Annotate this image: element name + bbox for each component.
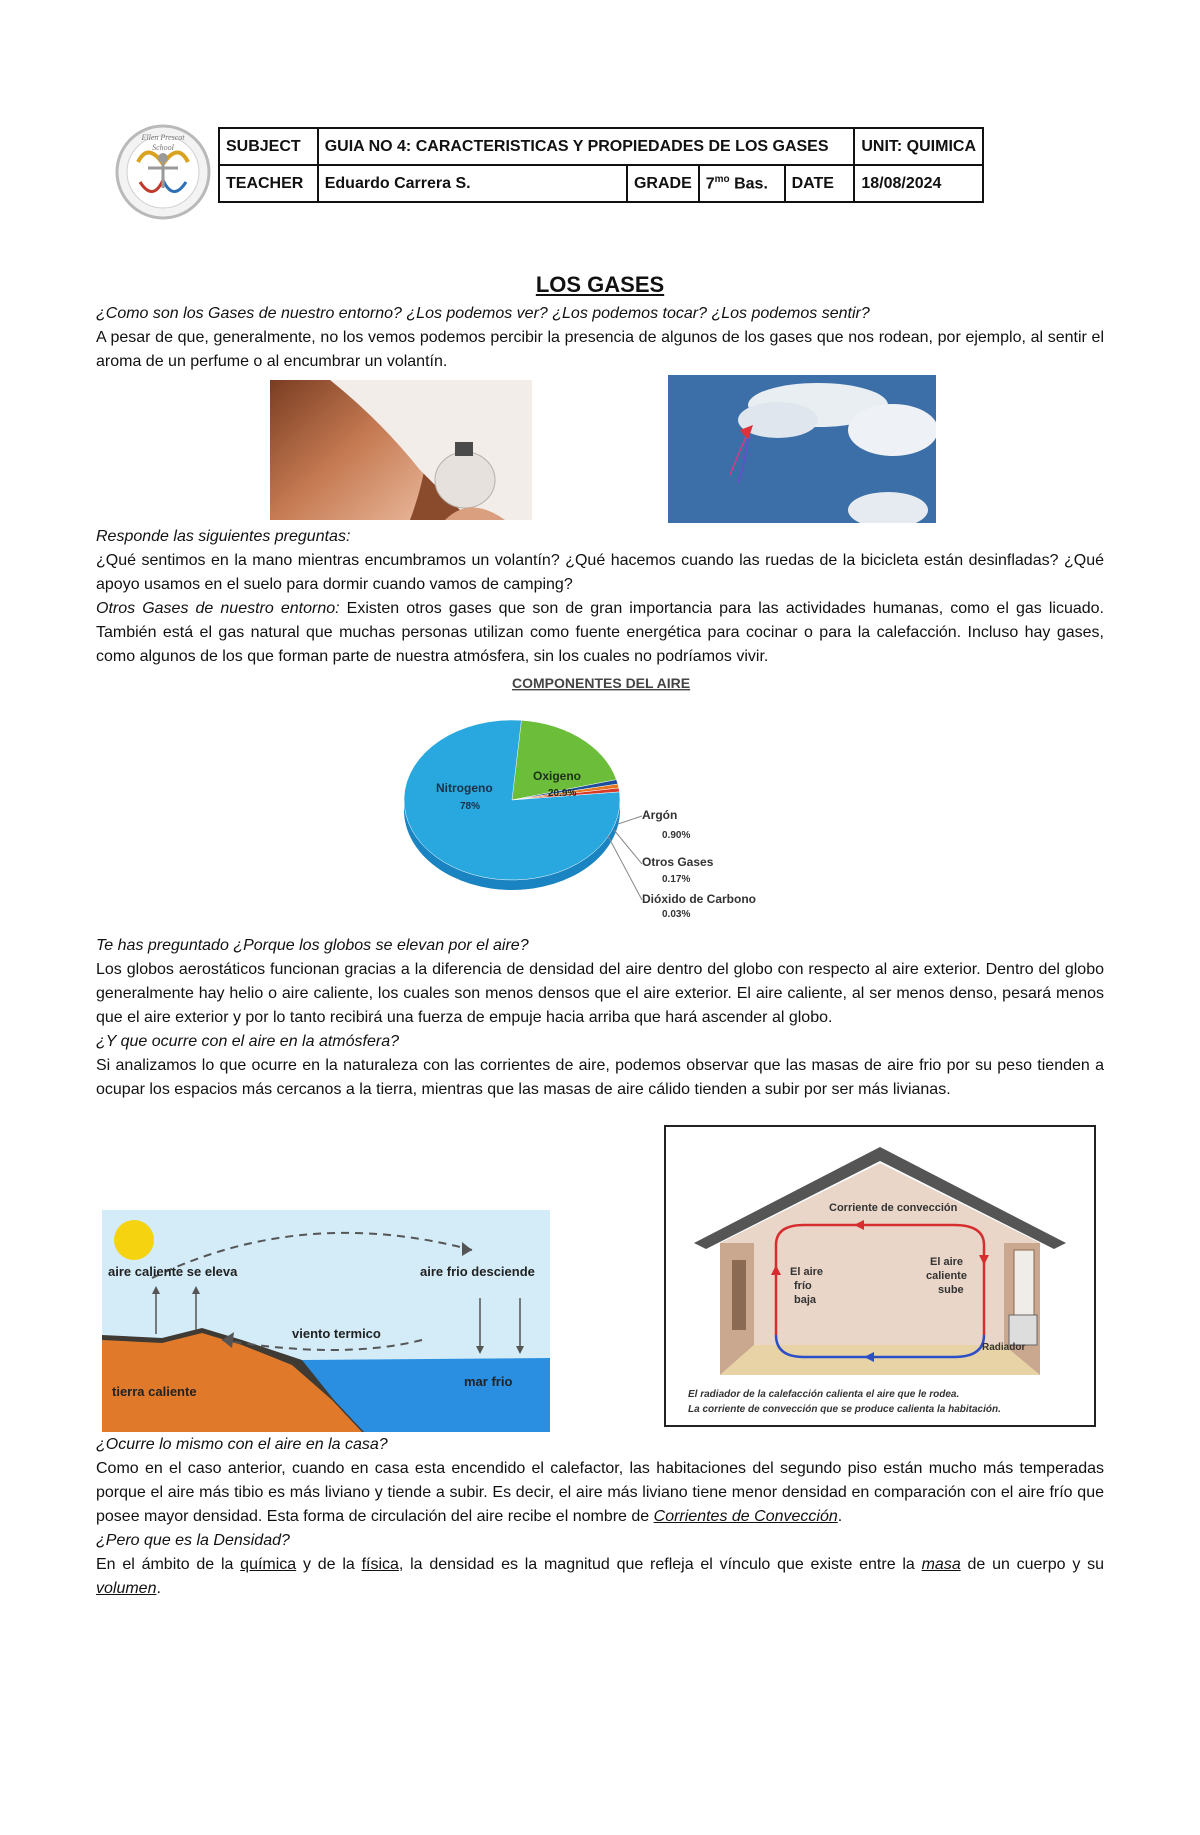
cold-descends-label: aire frio desciende	[420, 1264, 535, 1279]
balloons-question: Te has preguntado ¿Porque los globos se elevan por el aire?	[96, 937, 529, 954]
radiator-label: Radiador	[982, 1342, 1026, 1353]
label-co2: Dióxido de Carbono	[642, 892, 756, 906]
value-argon: 0.90%	[662, 830, 691, 841]
date-label: DATE	[785, 165, 855, 202]
balloons-paragraph: Los globos aerostáticos funcionan gracias a la diferencia de densidad del aire dentro del globo con respecto al aire exterior. Dentro del globo generalmente hay helio o aire caliente, los cuales son menos densos que el aire exterior. El aire caliente, al ser menos denso, pesará menos que el aire exterior y por lo tanto recibirá una fuerza de empuje hacia arriba que hará ascender al globo.	[96, 961, 1104, 1026]
intro-paragraph: A pesar de que, generalmente, no los vemos podemos percibir la presencia de algunos de los gases que nos rodean, por ejemplo, al sentir el aroma de un perfume o al encumbrar un volantín.	[96, 329, 1104, 370]
density-text-b: y de la	[296, 1556, 362, 1573]
logo-text-top: Ellen Prescot	[141, 133, 185, 142]
cold-air-label-1: El aire	[790, 1266, 824, 1278]
grade-label: GRADE	[627, 165, 699, 202]
intro-section	[96, 302, 1104, 374]
intro-question-text: ¿Como son los Gases de nuestro entorno? ¿Los podemos ver? ¿Los podemos tocar? ¿Los podemos sentir?	[96, 305, 870, 322]
grade-suffix: Bas.	[729, 175, 768, 193]
other-gases-paragraph	[96, 597, 1104, 669]
other-gases-text: Existen otros gases que son de gran importancia para las actividades humanas, como el gas licuado. También está el gas natural que muchas personas utilizan como fuente energética para cocinar o para la calefacción. Incluso hay gases, como algunos de los que forman parte de nuestra atmósfera, sin los cuales no podríamos vivir.	[96, 600, 1105, 665]
house-question: ¿Ocurre lo mismo con el aire en la casa?	[96, 1436, 388, 1453]
page-title: LOS GASES	[535, 272, 665, 297]
house-convection-diagram	[664, 1125, 1096, 1427]
logo-text-school: School	[152, 143, 174, 152]
house-caption-1: El radiador de la calefacción calienta el aire que le rodea.	[688, 1389, 960, 1400]
quimica-link[interactable]: química	[240, 1556, 297, 1573]
leader-co2	[608, 836, 642, 900]
grade-number: 7	[705, 175, 715, 193]
fisica-link[interactable]: física	[361, 1556, 399, 1573]
label-nitrogeno: Nitrogeno	[436, 781, 493, 795]
convection-current-label: Corriente de convección	[829, 1202, 958, 1214]
responde-heading: Responde las siguientes preguntas:	[96, 528, 351, 545]
subject-value: GUIA NO 4: CARACTERISTICAS Y PROPIEDADES DE LOS GASES	[318, 128, 855, 165]
air-components-chart	[400, 672, 800, 922]
hot-land-label: tierra caliente	[112, 1384, 197, 1399]
density-text-a: En el ámbito de la	[96, 1556, 241, 1573]
grade-sup: mo	[714, 173, 730, 185]
house-paragraph-text: Como en el caso anterior, cuando en casa esta encendido el calefactor, las habitaciones del segundo piso están mucho más temperadas porque el aire más tibio es más liviano y tiende a subir. Es decir, el aire más liviano tiene menor densidad en comparación con el aire frío que posee mayor densidad. Esta forma de circulación del aire recibe el nombre de	[96, 1460, 1104, 1525]
value-otros-gases: 0.17%	[662, 874, 691, 885]
leader-argon	[618, 816, 642, 824]
value-co2: 0.03%	[662, 909, 691, 920]
label-argon: Argón	[642, 808, 678, 822]
sun-icon	[114, 1220, 154, 1260]
other-gases-label: Otros Gases de nuestro entorno:	[96, 600, 340, 617]
hot-air-label-2: caliente	[926, 1270, 967, 1282]
convection-link[interactable]: Corrientes de Convección	[653, 1508, 838, 1525]
radiator	[1009, 1315, 1037, 1345]
hot-air-label-3: sube	[938, 1284, 964, 1296]
date-value: 18/08/2024	[854, 165, 983, 202]
header-table	[218, 127, 984, 203]
school-logo	[108, 122, 218, 222]
house-paragraph	[96, 1457, 1104, 1529]
cold-sea-label: mar frio	[464, 1374, 513, 1389]
unit-value: UNIT: QUIMICA	[854, 128, 983, 165]
perfume-photo	[270, 380, 532, 520]
teacher-value: Eduardo Carrera S.	[318, 165, 627, 202]
value-oxigeno: 20.9%	[548, 788, 577, 799]
thermal-wind-label: viento termico	[292, 1326, 381, 1341]
atmosphere-paragraph: Si analizamos lo que ocurre en la naturaleza con las corrientes de aire, podemos observar que las masas de aire frio por su peso tienden a ocupar los espacios más cercanos a la tierra, mientras que las masas de aire cálido tienden a subir por ser más livianas.	[96, 1057, 1104, 1098]
density-text-c: , la densidad es la magnitud que refleja el vínculo que existe entre la	[398, 1556, 922, 1573]
atmosphere-question: ¿Y que ocurre con el aire en la atmósfera?	[96, 1033, 399, 1050]
cold-air-label-3: baja	[794, 1294, 817, 1306]
subject-label: SUBJECT	[219, 128, 318, 165]
hot-air-label-1: El aire	[930, 1256, 964, 1268]
questions-paragraph: ¿Qué sentimos en la mano mientras encumbramos un volantín? ¿Qué hacemos cuando las ruedas de la bicicleta están desinfladas? ¿Qué apoyo usamos en el suelo para dormir cuando vamos de camping?	[96, 552, 1104, 593]
intro-question	[96, 302, 1104, 326]
label-otros-gases: Otros Gases	[642, 855, 714, 869]
questions-section	[96, 525, 1104, 669]
grade-value	[699, 165, 785, 202]
density-question: ¿Pero que es la Densidad?	[96, 1532, 290, 1549]
kite-photo	[668, 375, 936, 523]
teacher-label: TEACHER	[219, 165, 318, 202]
cold-air-label-2: frío	[794, 1280, 812, 1292]
house-section	[96, 1433, 1104, 1601]
house-paragraph-end: .	[837, 1508, 843, 1525]
density-text-e: .	[156, 1580, 161, 1597]
sea-breeze-diagram	[102, 1210, 550, 1432]
hot-rises-label: aire caliente se eleva	[108, 1264, 238, 1279]
house-caption-2: La corriente de convección que se produce calienta la habitación.	[688, 1404, 1001, 1415]
volumen-link[interactable]: volumen	[96, 1580, 157, 1597]
density-paragraph	[96, 1553, 1104, 1601]
value-nitrogeno: 78%	[460, 801, 481, 812]
density-text-d: de un cuerpo y su	[960, 1556, 1105, 1573]
label-oxigeno: Oxigeno	[533, 769, 582, 783]
balloons-section	[96, 934, 1104, 1102]
chart-title: COMPONENTES DEL AIRE	[512, 675, 691, 691]
leader-otros	[614, 830, 642, 864]
masa-link[interactable]: masa	[921, 1556, 961, 1573]
